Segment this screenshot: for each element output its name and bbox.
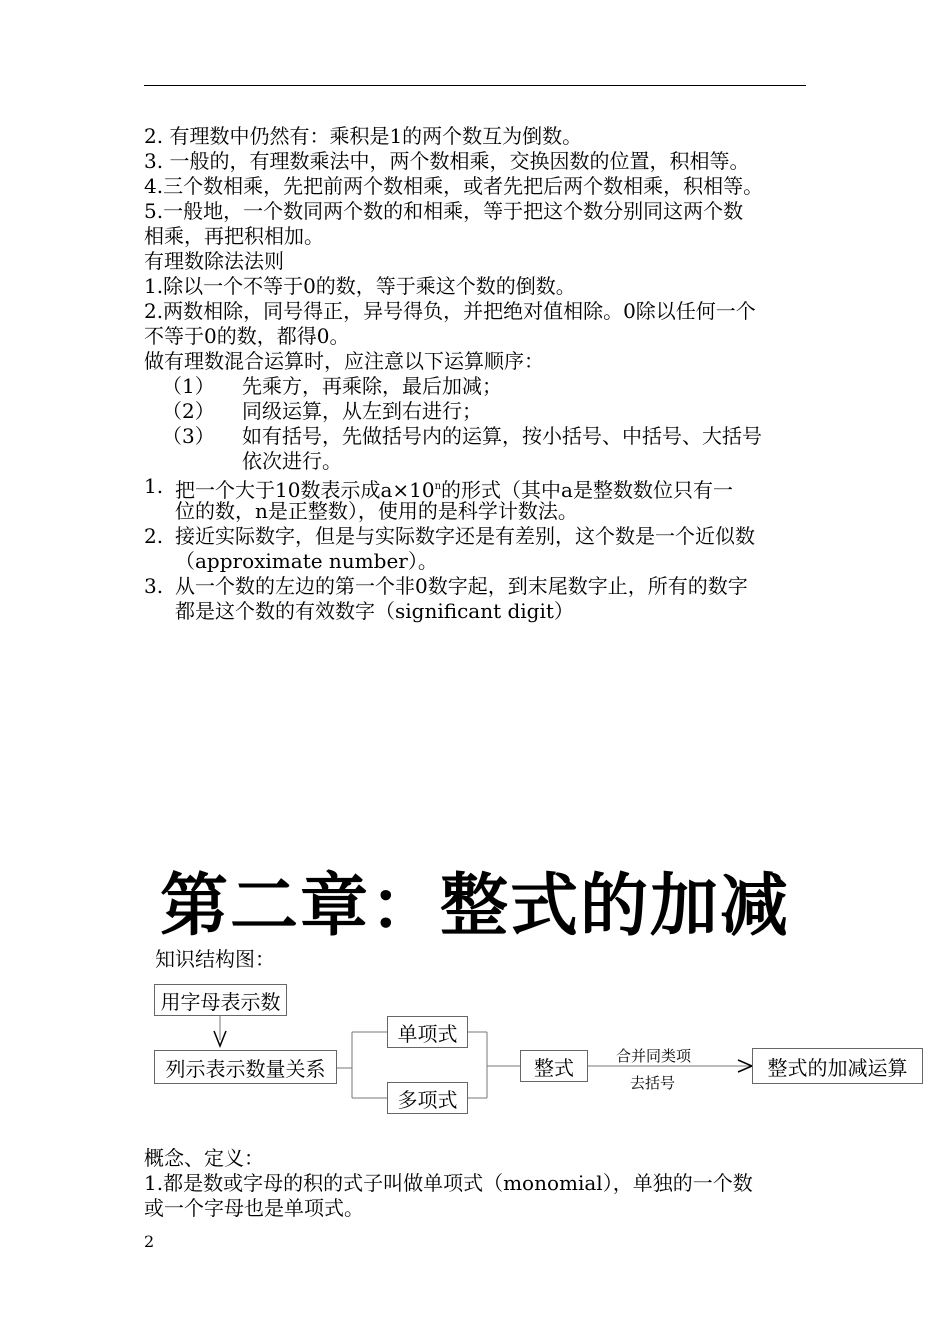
- step-text: 如有括号，先做括号内的运算，按小括号、中括号、大括号: [242, 424, 762, 448]
- step-text: 先乘方，再乘除，最后加减；: [242, 374, 502, 398]
- page-number: 2: [144, 1232, 155, 1251]
- label-combine-like: 合并同类项: [616, 1047, 692, 1065]
- step-number: （3）: [162, 424, 215, 448]
- item-number: 2.: [144, 524, 164, 548]
- box-add-sub: 整式的加减运算: [752, 1048, 923, 1084]
- box-polynomial: 多项式: [387, 1082, 468, 1114]
- box-monomial: 单项式: [387, 1016, 468, 1048]
- step-text: 同级运算，从左到右进行；: [242, 399, 482, 423]
- concepts-heading: 概念、定义：: [144, 1146, 264, 1170]
- step-number: （1）: [162, 374, 215, 398]
- diagram-heading: 知识结构图：: [155, 947, 275, 971]
- item-text: 把一个大于10数表示成$a\times 10^n$的形式（其中a是整数数位只有一: [175, 478, 733, 502]
- label-remove-brackets: 去括号: [630, 1074, 676, 1092]
- step-number: （2）: [162, 399, 215, 423]
- item-text-cont: （approximate number）。: [175, 549, 438, 573]
- text-line: 或一个字母也是单项式。: [144, 1196, 364, 1220]
- text-line: 4.三个数相乘，先把前两个数相乘，或者先把后两个数相乘，积相等。: [144, 174, 764, 198]
- item-text-cont: 位的数，n是正整数），使用的是科学计数法。: [175, 499, 578, 523]
- text-line: 1.除以一个不等于0的数，等于乘这个数的倒数。: [144, 274, 576, 298]
- step-text-cont: 依次进行。: [242, 449, 342, 473]
- text-line: 2. 有理数中仍然有：乘积是1的两个数互为倒数。: [144, 124, 583, 148]
- text-line: 3. 一般的，有理数乘法中，两个数相乘，交换因数的位置，积相等。: [144, 149, 750, 173]
- item-text: 接近实际数字，但是与实际数字还是有差别，这个数是一个近似数: [175, 524, 755, 548]
- box-express-relation: 列示表示数量关系: [154, 1050, 337, 1084]
- text-line: 做有理数混合运算时，应注意以下运算顺序：: [144, 349, 544, 373]
- section-heading: 有理数除法法则: [144, 249, 284, 273]
- text-line: 相乘，再把积相加。: [144, 224, 324, 248]
- item-text: 从一个数的左边的第一个非0数字起，到末尾数字止，所有的数字: [175, 574, 748, 598]
- item-text-cont: 都是这个数的有效数字（significant digit）: [175, 599, 574, 623]
- exponent: n: [434, 481, 442, 492]
- box-use-letters: 用字母表示数: [154, 984, 287, 1016]
- text-line: 1.都是数或字母的积的式子叫做单项式（monomial），单独的一个数: [144, 1171, 753, 1195]
- chapter-title: 第二章：整式的加减: [159, 867, 790, 946]
- item-number: 1.: [144, 474, 164, 498]
- text-line: 不等于0的数，都得0。: [144, 324, 350, 348]
- text-line: 5.一般地，一个数同两个数的和相乘，等于把这个数分别同这两个数: [144, 199, 744, 223]
- item-number: 3.: [144, 574, 164, 598]
- box-integral: 整式: [520, 1050, 588, 1082]
- text-line: 2.两数相除，同号得正，异号得负，并把绝对值相除。0除以任何一个: [144, 299, 756, 323]
